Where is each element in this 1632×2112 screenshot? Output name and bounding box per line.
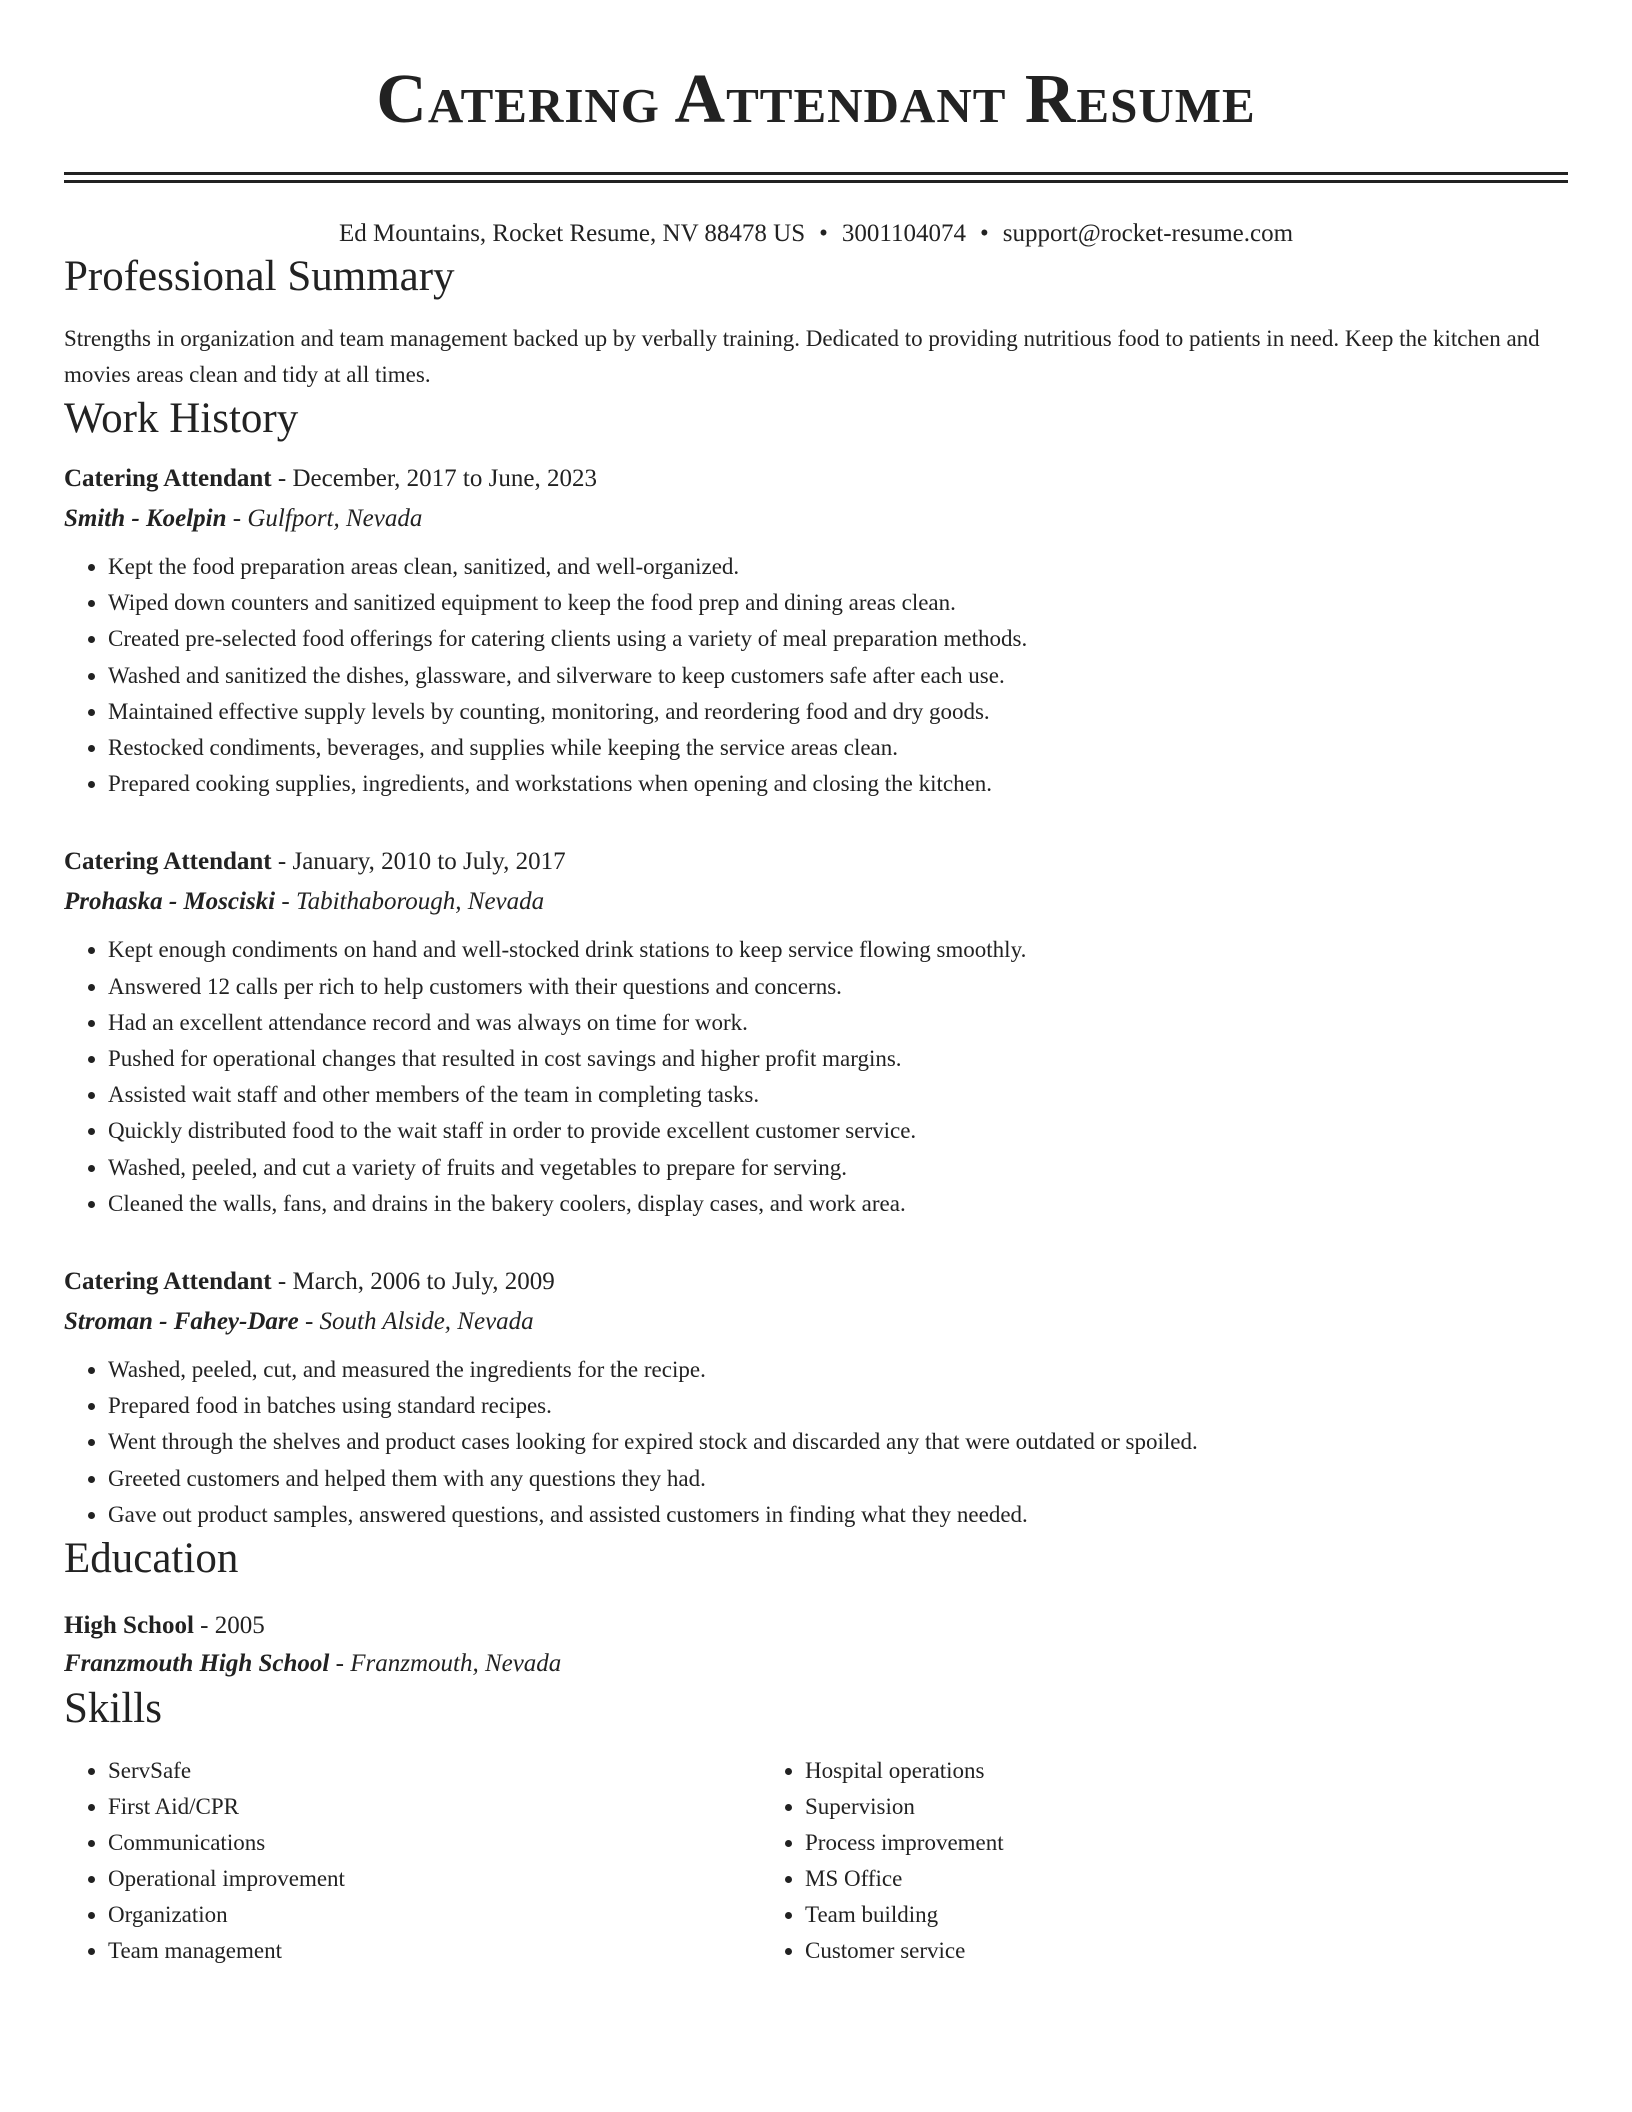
job-duty: • Restocked condiments, beverages, and supplies while keeping the service areas clean. <box>108 730 1568 766</box>
job-company: Smith - Koelpin <box>64 505 227 532</box>
job-duty: • Washed and sanitized the dishes, glassware, and silverware to keep customers safe after each use. <box>108 658 1568 694</box>
job-duty: • Prepared cooking supplies, ingredients, and workstations when opening and closing the kitchen. <box>108 766 1568 802</box>
skill-item: • Supervision <box>805 1789 1458 1825</box>
job-duty: • Washed, peeled, and cut a variety of fruits and vegetables to prepare for serving. <box>108 1150 1568 1186</box>
job-duty: • Answered 12 calls per rich to help customers with their questions and concerns. <box>108 969 1568 1005</box>
job-duties-list <box>64 932 1568 1222</box>
skill-item: • ServSafe <box>108 1753 761 1789</box>
education-school-line <box>64 1645 1568 1683</box>
contact-phone: 3001104074 <box>841 220 966 247</box>
job-company: Prohaska - Mosciski <box>64 888 276 916</box>
job-location: - Tabithaborough, Nevada <box>275 888 545 916</box>
skill-item: • Process improvement <box>805 1825 1458 1861</box>
job-dates: - March, 2006 to July, 2009 <box>271 1268 555 1296</box>
job-location: - South Alside, Nevada <box>298 1308 534 1336</box>
contact-separator: • <box>819 220 828 247</box>
job-duties-list <box>64 549 1568 802</box>
job-duty: • Created pre-selected food offerings for catering clients using a variety of meal preparation methods. <box>108 621 1568 657</box>
education-heading: Education <box>64 1535 239 1583</box>
skills-list-left <box>64 1753 761 1969</box>
job-duty: • Washed, peeled, cut, and measured the ingredients for the recipe. <box>108 1352 1568 1388</box>
contact-email: support@rocket-resume.com <box>1002 220 1294 247</box>
job-company-line <box>64 499 1568 539</box>
job-duty: • Kept enough condiments on hand and well-stocked drink stations to keep service flowing smoothly. <box>108 932 1568 968</box>
job-title: Catering Attendant <box>64 1268 272 1296</box>
job-dates: - December, 2017 to June, 2023 <box>271 465 597 492</box>
skill-item: • Customer service <box>805 1933 1458 1969</box>
education-location: - Franzmouth, Nevada <box>329 1650 562 1678</box>
education-degree: High School <box>64 1612 194 1640</box>
job-duty: • Maintained effective supply levels by counting, monitoring, and reordering food and dry goods. <box>108 694 1568 730</box>
job-duty: • Prepared food in batches using standard recipes. <box>108 1388 1568 1424</box>
title-double-rule <box>64 172 1568 183</box>
skill-item: • Hospital operations <box>805 1753 1458 1789</box>
skill-item: • Organization <box>108 1897 761 1933</box>
job-entry <box>64 1262 1568 1533</box>
job-duty: • Pushed for operational changes that resulted in cost savings and higher profit margins. <box>108 1041 1568 1077</box>
job-title: Catering Attendant <box>64 848 272 876</box>
job-duty: • Gave out product samples, answered questions, and assisted customers in finding what they needed. <box>108 1497 1568 1533</box>
job-company-line <box>64 1302 1568 1342</box>
job-duty: • Had an excellent attendance record and was always on time for work. <box>108 1005 1568 1041</box>
skill-item: • Communications <box>108 1825 761 1861</box>
resume-title: Catering Attendant Resume <box>376 61 1256 138</box>
skill-item: • MS Office <box>805 1861 1458 1897</box>
job-duty: • Greeted customers and helped them with any questions they had. <box>108 1461 1568 1497</box>
job-duty: • Cleaned the walls, fans, and drains in the bakery coolers, display cases, and work area. <box>108 1186 1568 1222</box>
job-duty: • Kept the food preparation areas clean, sanitized, and well-organized. <box>108 549 1568 585</box>
job-entry <box>64 459 1568 802</box>
job-title-line <box>64 842 1568 882</box>
job-company: Stroman - Fahey-Dare <box>64 1308 299 1336</box>
job-duty: • Assisted wait staff and other members of the team in completing tasks. <box>108 1077 1568 1113</box>
summary-heading: Professional Summary <box>64 253 455 300</box>
contact-line <box>64 217 1568 251</box>
education-school: Franzmouth High School <box>64 1650 330 1678</box>
contact-address: Ed Mountains, Rocket Resume, NV 88478 US <box>338 220 806 247</box>
work-history-heading: Work History <box>64 395 299 442</box>
education-degree-line <box>64 1607 1568 1645</box>
contact-separator: • <box>979 220 989 247</box>
education-year: - 2005 <box>193 1612 265 1640</box>
job-location: - Gulfport, Nevada <box>226 505 423 532</box>
summary-text: Strengths in organization and team management backed up by verbally training. Dedicated to providing nutritious food to patients in need. Keep the kitchen and movies areas clean and tidy at all times. <box>64 326 1540 387</box>
job-entry <box>64 842 1568 1222</box>
skill-item: • Team building <box>805 1897 1458 1933</box>
skills-list-right <box>761 1753 1458 1969</box>
job-duty: • Wiped down counters and sanitized equipment to keep the food prep and dining areas clean. <box>108 585 1568 621</box>
skill-item: • Operational improvement <box>108 1861 761 1897</box>
job-duty: • Quickly distributed food to the wait staff in order to provide excellent customer service. <box>108 1113 1568 1149</box>
job-duty: • Went through the shelves and product cases looking for expired stock and discarded any that were outdated or spoiled. <box>108 1424 1568 1460</box>
job-duties-list <box>64 1352 1568 1533</box>
skills-grid <box>64 1753 1568 1969</box>
skill-item: • Team management <box>108 1933 761 1969</box>
skills-heading: Skills <box>64 1685 162 1733</box>
job-dates: - January, 2010 to July, 2017 <box>271 848 566 876</box>
job-title-line <box>64 459 1568 499</box>
job-title: Catering Attendant <box>64 465 272 492</box>
job-company-line <box>64 882 1568 922</box>
education-entry <box>64 1607 1568 1683</box>
job-title-line <box>64 1262 1568 1302</box>
skill-item: • First Aid/CPR <box>108 1789 761 1825</box>
